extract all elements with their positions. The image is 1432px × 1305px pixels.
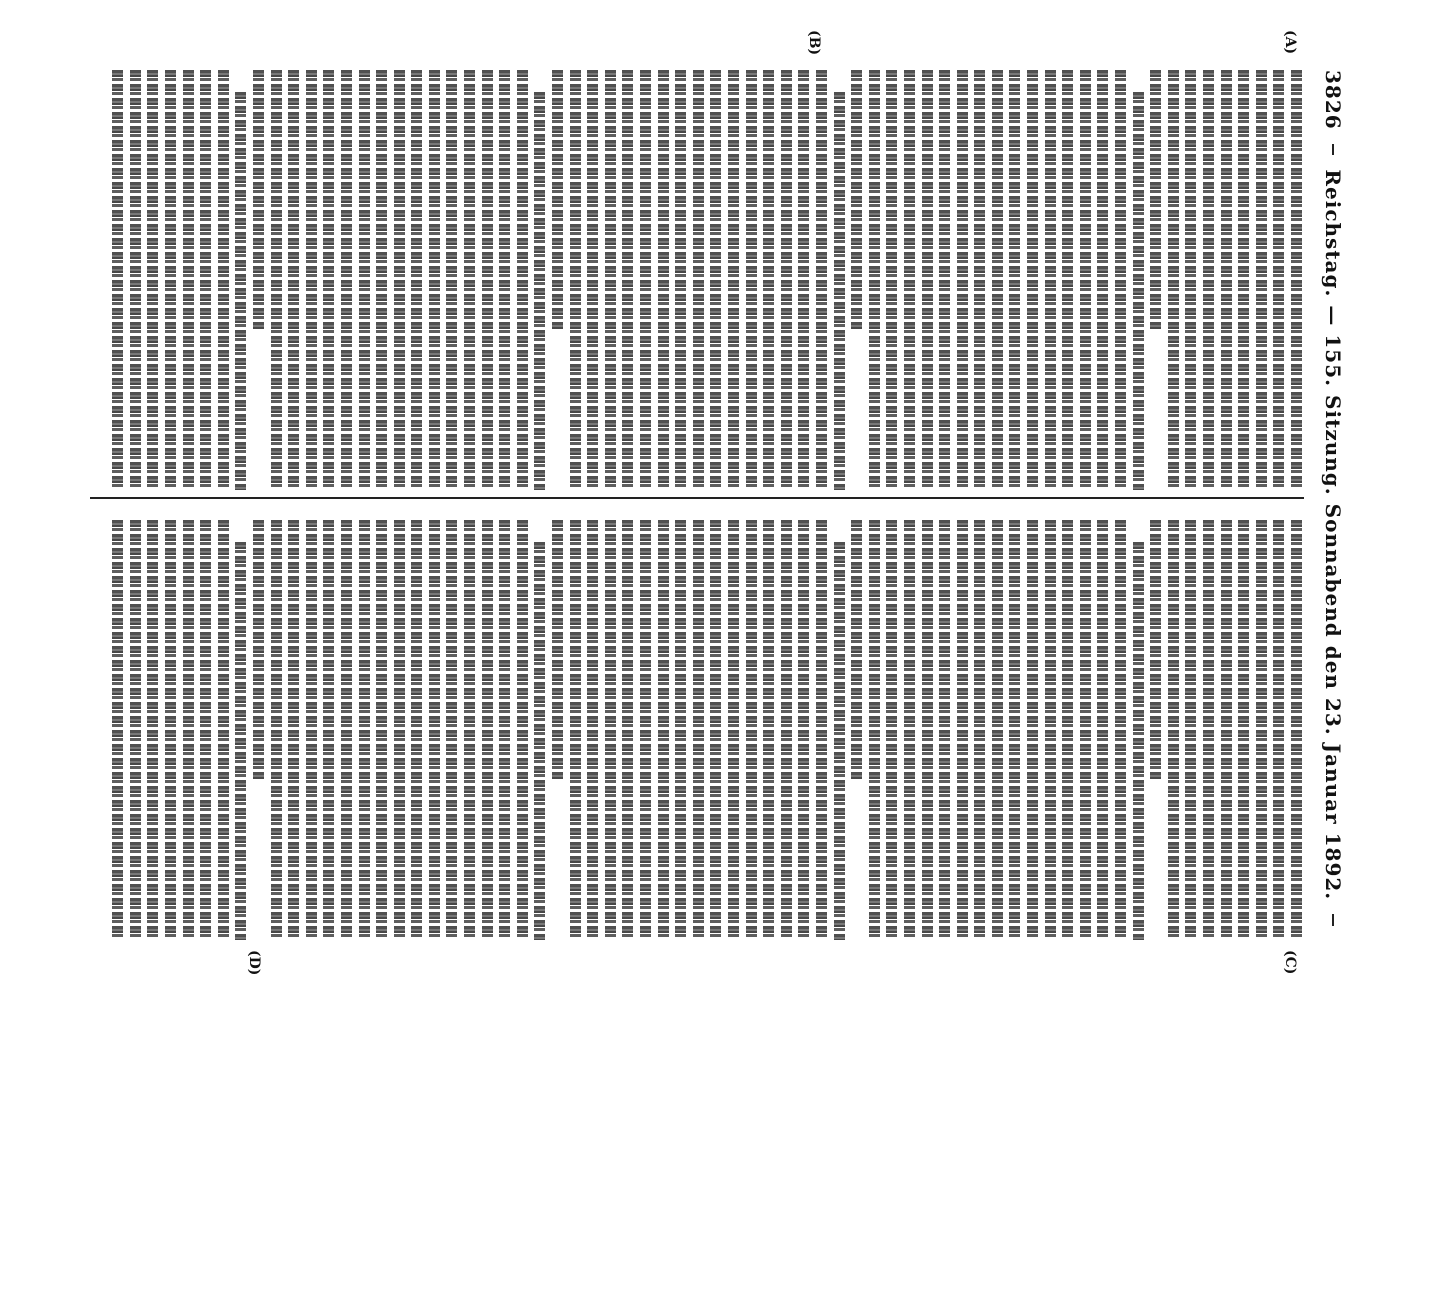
body-text-line: [939, 520, 950, 940]
body-text-line: [517, 520, 528, 940]
page-title: Reichstag. — 155. Sitzung. Sonnabend den 23. Januar 1892.: [1321, 169, 1345, 901]
body-text-line: [1010, 520, 1021, 940]
body-text-line: [1221, 70, 1232, 490]
body-text-line: [411, 520, 422, 940]
body-text-line: [640, 520, 651, 940]
text-column-right: [90, 520, 1302, 940]
body-text-line: [1133, 542, 1144, 940]
body-text-line: [183, 70, 194, 490]
body-text-line: [974, 70, 985, 490]
body-text-line: [130, 520, 141, 940]
column-divider: [90, 497, 1304, 499]
body-text-line: [886, 70, 897, 490]
body-text-line: [376, 520, 387, 940]
body-text-line: [570, 70, 581, 490]
body-text-line: [763, 70, 774, 490]
body-text-line: [1115, 70, 1126, 490]
body-text-line: [1291, 520, 1302, 940]
body-text-line: [1168, 70, 1179, 490]
body-text-line: [394, 520, 405, 940]
body-text-line: [992, 520, 1003, 940]
body-text-line: [271, 520, 282, 940]
body-text-line: [834, 92, 845, 490]
body-text-line: [306, 520, 317, 940]
body-text-line: [1027, 70, 1038, 490]
body-text-line: [728, 70, 739, 490]
body-text-line: [165, 520, 176, 940]
body-text-line: [147, 520, 158, 940]
body-text-line: [746, 520, 757, 940]
body-text-line: [798, 520, 809, 940]
body-text-line: [235, 542, 246, 940]
body-text-line: [218, 70, 229, 490]
body-text-line: [1097, 70, 1108, 490]
body-text-line: [482, 520, 493, 940]
body-text-line: [922, 520, 933, 940]
body-text-line: [447, 70, 458, 490]
body-text-line: [622, 520, 633, 940]
body-text-line: [1185, 520, 1196, 940]
body-text-line: [499, 70, 510, 490]
body-text-line: [288, 520, 299, 940]
body-text-line: [781, 70, 792, 490]
body-text-line: [341, 70, 352, 490]
body-text-line: [1150, 520, 1161, 780]
body-text-line: [658, 520, 669, 940]
body-text-line: [675, 70, 686, 490]
body-text-line: [411, 70, 422, 490]
rotated-page: [50, 0, 1382, 1000]
body-text-line: [1221, 520, 1232, 940]
body-text-line: [253, 70, 264, 330]
margin-marker-c: (C): [1282, 950, 1298, 975]
body-text-line: [1080, 70, 1091, 490]
body-text-line: [1027, 520, 1038, 940]
body-text-line: [447, 520, 458, 940]
body-text-line: [429, 520, 440, 940]
body-text-line: [587, 70, 598, 490]
body-text-line: [710, 70, 721, 490]
body-text-line: [746, 70, 757, 490]
body-text-line: [552, 520, 563, 780]
body-text-line: [1133, 92, 1144, 490]
margin-marker-d: (D): [246, 950, 262, 976]
body-text-line: [499, 520, 510, 940]
body-text-line: [1168, 520, 1179, 940]
body-text-line: [112, 70, 123, 490]
body-text-line: [1238, 520, 1249, 940]
body-text-line: [798, 70, 809, 490]
body-text-line: [323, 520, 334, 940]
body-text-line: [534, 542, 545, 940]
body-text-line: [851, 70, 862, 330]
body-text-line: [605, 70, 616, 490]
body-text-line: [781, 520, 792, 940]
body-text-line: [130, 70, 141, 490]
body-text-line: [1045, 70, 1056, 490]
body-text-line: [1273, 70, 1284, 490]
page-number: 3826: [1321, 70, 1345, 130]
body-text-line: [886, 520, 897, 940]
body-text-line: [1115, 520, 1126, 940]
margin-marker-b: (B): [806, 30, 822, 56]
body-text-line: [112, 520, 123, 940]
body-text-line: [1291, 70, 1302, 490]
body-text-line: [235, 92, 246, 490]
body-text-line: [851, 520, 862, 780]
body-text-line: [1010, 70, 1021, 490]
header-rule-left: [1332, 144, 1334, 156]
body-text-line: [517, 70, 528, 490]
body-text-line: [957, 520, 968, 940]
body-text-line: [904, 520, 915, 940]
body-text-line: [1097, 520, 1108, 940]
body-text-line: [218, 520, 229, 940]
body-text-line: [200, 70, 211, 490]
body-text-line: [992, 70, 1003, 490]
header-rule-right: [1332, 914, 1334, 926]
body-text-line: [1185, 70, 1196, 490]
body-text-line: [359, 520, 370, 940]
body-text-line: [834, 542, 845, 940]
body-text-line: [587, 520, 598, 940]
body-text-line: [394, 70, 405, 490]
body-text-line: [710, 520, 721, 940]
body-text-line: [974, 520, 985, 940]
body-text-line: [1080, 520, 1091, 940]
page-header: [1320, 70, 1346, 940]
body-text-line: [288, 70, 299, 490]
body-text-line: [675, 520, 686, 940]
body-text-line: [1256, 70, 1267, 490]
body-text-line: [534, 92, 545, 490]
body-text-line: [1150, 70, 1161, 330]
body-text-line: [1203, 70, 1214, 490]
body-text-line: [957, 70, 968, 490]
body-text-line: [570, 520, 581, 940]
body-text-line: [1273, 520, 1284, 940]
body-text-line: [165, 70, 176, 490]
body-text-line: [728, 520, 739, 940]
body-text-line: [1045, 520, 1056, 940]
body-text-line: [622, 70, 633, 490]
body-text-line: [183, 520, 194, 940]
body-text-line: [552, 70, 563, 330]
body-text-line: [816, 70, 827, 490]
body-text-line: [869, 70, 880, 490]
body-text-line: [429, 70, 440, 490]
body-text-line: [816, 520, 827, 940]
body-text-line: [464, 70, 475, 490]
body-text-line: [640, 70, 651, 490]
body-text-line: [922, 70, 933, 490]
body-text-line: [376, 70, 387, 490]
body-text-line: [605, 520, 616, 940]
body-text-line: [904, 70, 915, 490]
body-text-line: [482, 70, 493, 490]
body-text-line: [1238, 70, 1249, 490]
body-text-line: [1256, 520, 1267, 940]
body-text-line: [1062, 520, 1073, 940]
text-column-left: [90, 70, 1302, 490]
body-text-line: [200, 520, 211, 940]
body-text-line: [341, 520, 352, 940]
body-text-line: [658, 70, 669, 490]
body-text-line: [693, 520, 704, 940]
body-text-line: [147, 70, 158, 490]
body-text-line: [359, 70, 370, 490]
body-text-line: [763, 520, 774, 940]
body-text-line: [253, 520, 264, 780]
body-text-line: [1203, 520, 1214, 940]
body-text-line: [693, 70, 704, 490]
body-text-line: [271, 70, 282, 490]
body-text-line: [869, 520, 880, 940]
body-text-line: [306, 70, 317, 490]
body-text-line: [464, 520, 475, 940]
body-text-line: [939, 70, 950, 490]
margin-marker-a: (A): [1282, 30, 1298, 55]
body-text-line: [323, 70, 334, 490]
body-text-line: [1062, 70, 1073, 490]
